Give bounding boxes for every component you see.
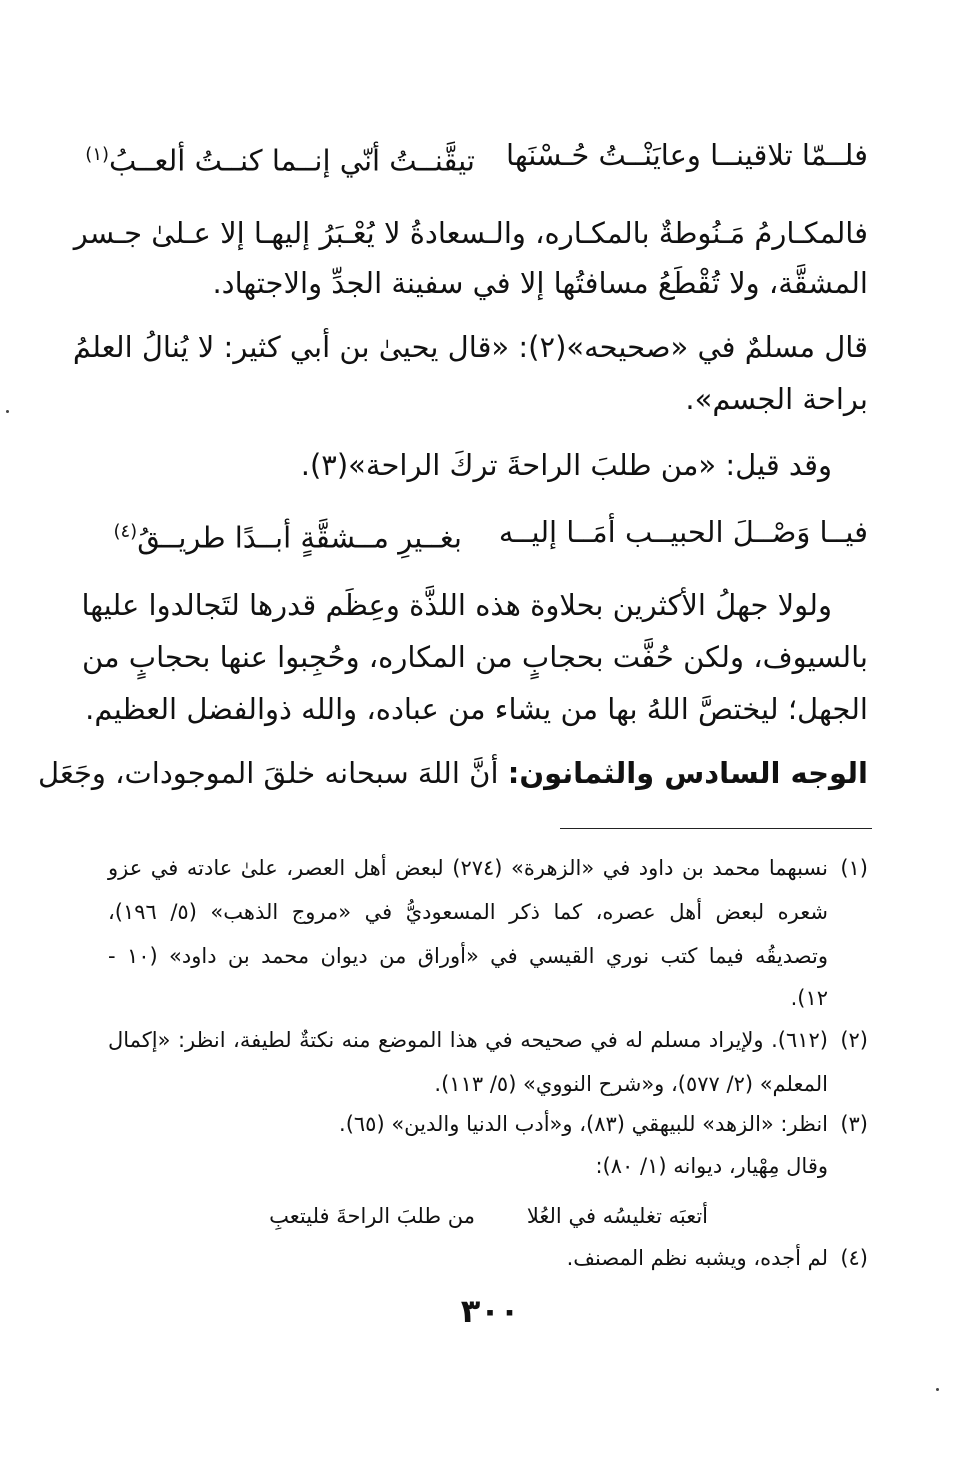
footnote-1-line-1: نسبهما محمد بن داود في «الزهرة» (٢٧٤) لبعض أهل العصر، علىٰ عادته في عزو bbox=[108, 856, 829, 880]
footnote-ref-1: (١) bbox=[85, 144, 110, 165]
footnote-4-number: (٤) bbox=[840, 1246, 868, 1270]
verse-2-first-hemistich: فيــا وَصْــلَ الحبيــب أمَــا إليــه bbox=[498, 515, 868, 549]
footnote-1-number: (١) bbox=[840, 856, 868, 880]
footnote-3-verse-first: أتعبَه تغليسُه في العُلا bbox=[526, 1204, 708, 1228]
footnote-1-line-2: شعره لبعض أهل عصره، كما ذكر المسعوديُّ في «مروج الذهب» (٥/ ١٩٦)، bbox=[108, 900, 828, 924]
section-text: أنَّ اللهَ سبحانه خلقَ الموجودات، وجَعَل bbox=[38, 756, 499, 790]
scan-speck-right bbox=[936, 1388, 939, 1391]
paragraph-1-line-2: المشقَّة، ولا تُقْطَعُ مسافتُها إلا في سفينة الجدِّ والاجتهاد. bbox=[212, 266, 868, 300]
footnote-3-verse-second: من طلبَ الراحةَ فليتعبِ bbox=[269, 1204, 475, 1228]
paragraph-4-line-1: ولولا جهلُ الأكثرين بحلاوة هذه اللذَّة وعِظَم قدرها لتَجالدوا عليها bbox=[81, 588, 832, 622]
footnote-4-line-1: لم أجده، ويشبه نظم المصنف. bbox=[566, 1246, 828, 1270]
verse-1-second-hemistich bbox=[85, 134, 475, 182]
footnote-2-number: (٢) bbox=[840, 1028, 868, 1052]
verse-2-second-hemistich bbox=[113, 511, 462, 559]
paragraph-2-line-1: قال مسلمٌ في «صحيحه»(٢): «قال يحيىٰ بن أبي كثير: لا يُنالُ العلمُ bbox=[72, 330, 868, 364]
paragraph-2-line-2: براحة الجسم». bbox=[685, 382, 868, 416]
paragraph-4-line-2: بالسيوف، ولكن حُفَّت بحجابٍ من المكاره، وحُجِبوا عنها بحجابٍ من bbox=[81, 640, 868, 674]
paragraph-5 bbox=[38, 752, 868, 794]
footnote-1-line-3: وتصديقُه فيما كتب نوري القيسي في «أوراق من ديوان محمد بن داود» (١٠ - bbox=[108, 944, 828, 968]
footnote-2-line-1: (٦١٢). ولإيراد مسلم له في صحيحه في هذا الموضع منه نكتةٌ لطيفة، انظر: «إكمال bbox=[108, 1028, 828, 1052]
paragraph-4-line-3: الجهل؛ ليختصَّ اللهُ بها من يشاء من عباده، والله ذوالفضل العظيم. bbox=[85, 692, 868, 726]
verse-1-second-text: تيقَّنــتُ أنّي إنــما كنــتُ ألعــبُ bbox=[109, 143, 475, 178]
section-heading: الوجه السادس والثمانون: bbox=[507, 756, 868, 790]
footnote-ref-4: (٤) bbox=[113, 521, 138, 542]
paragraph-3: وقد قيل: «من طلبَ الراحةَ تركَ الراحة»(٣). bbox=[300, 448, 832, 482]
paragraph-1-line-1: فالمكـارمُ مَـنُوطةٌ بالمكـاره، والـسعادةُ لا يُعْـبَرُ إليهـا إلا عـلىٰ جـسر bbox=[73, 216, 868, 250]
footnote-3-number: (٣) bbox=[840, 1112, 868, 1136]
scan-speck-left bbox=[6, 410, 9, 413]
footnote-separator bbox=[560, 828, 872, 829]
footnote-3-line-2: وقال مِهْيار، ديوانه (١/ ٨٠): bbox=[595, 1154, 828, 1178]
verse-2-second-text: بغــيرِ مــشقَّةٍ أبــدًا طريــقُ bbox=[137, 520, 462, 555]
footnote-3-line-1: انظر: «الزهد» للبيهقي (٨٣)، و«أدب الدنيا والدين» (٦٥). bbox=[339, 1112, 828, 1136]
page-number: ٣٠٠ bbox=[460, 1292, 520, 1330]
footnote-2-line-2: المعلم» (٢/ ٥٧٧)، و«شرح النووي» (٥/ ١١٣). bbox=[434, 1072, 828, 1096]
verse-1-first-hemistich: فلــمّا تلاقينــا وعايَنْــتُ حُـسْنَها bbox=[506, 138, 868, 172]
footnote-1-line-4: ١٢). bbox=[790, 986, 828, 1010]
